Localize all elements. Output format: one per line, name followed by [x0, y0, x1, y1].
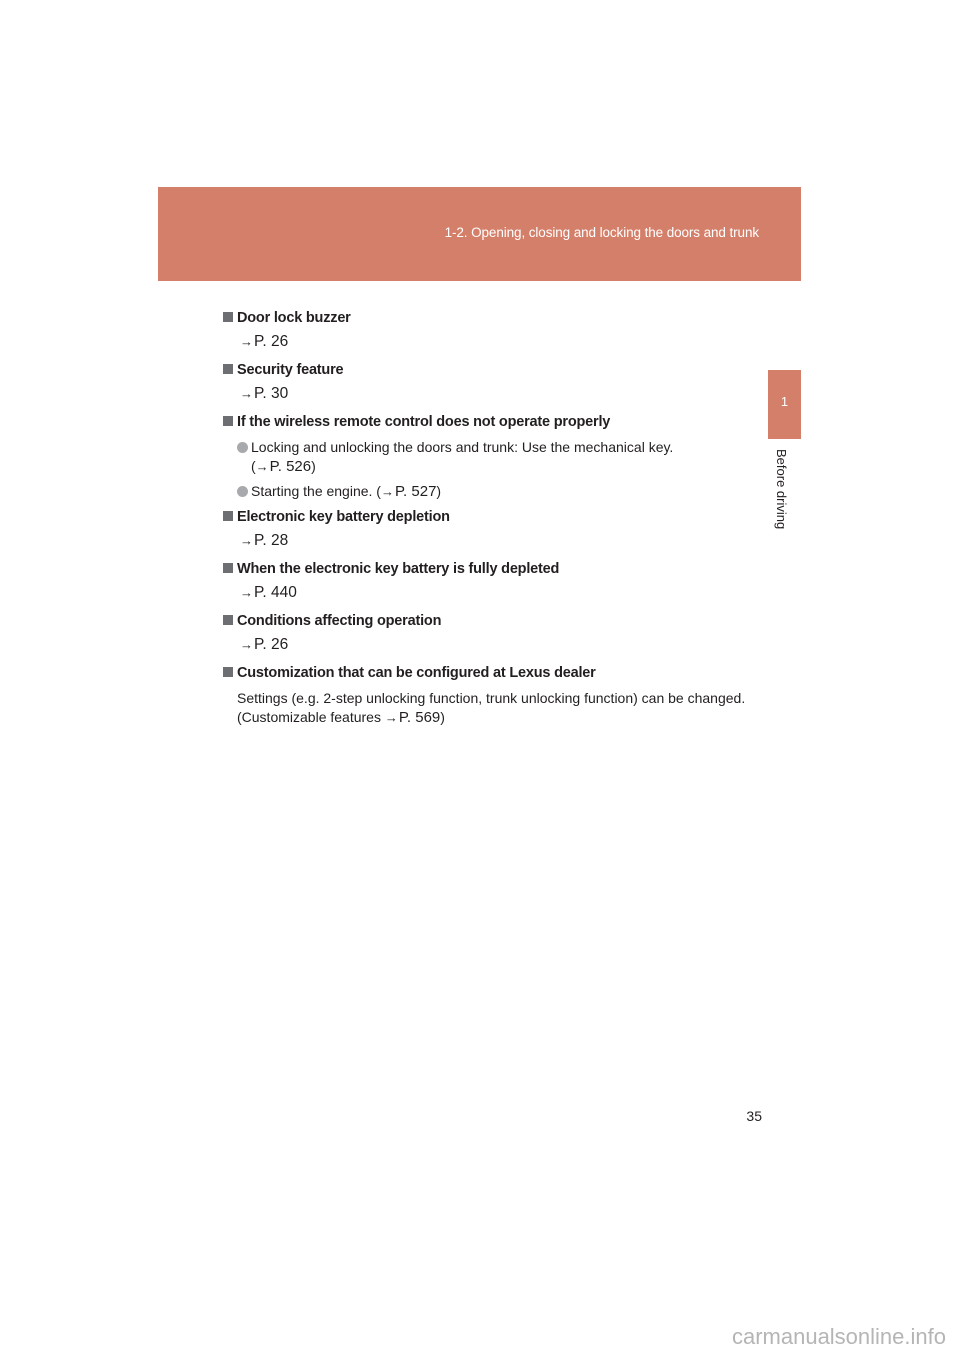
section-heading: Door lock buzzer: [223, 308, 768, 328]
page-reference-link[interactable]: →P. 26: [240, 636, 289, 653]
arrow-right-icon: →: [240, 334, 253, 349]
section-heading: Conditions affecting operation: [223, 611, 768, 631]
section-heading: When the electronic key battery is fully depleted: [223, 559, 768, 579]
page-reference-link[interactable]: →P. 26: [240, 333, 289, 350]
square-bullet-icon: [223, 312, 233, 322]
arrow-right-icon: →: [240, 637, 253, 652]
page-reference-link[interactable]: P. 569: [398, 709, 441, 726]
arrow-right-icon: →: [255, 459, 269, 474]
header-band: [158, 187, 801, 281]
arrow-right-icon: →: [240, 585, 253, 600]
section-heading: If the wireless remote control does not operate properly: [223, 412, 768, 432]
page-content: [223, 308, 768, 727]
circle-bullet-icon: [237, 442, 248, 453]
list-item: Locking and unlocking the doors and trunk: Use the mechanical key. (→P. 526): [223, 438, 768, 476]
page-reference-link[interactable]: →P. 30: [240, 385, 289, 402]
arrow-right-icon: →: [384, 710, 398, 725]
square-bullet-icon: [223, 511, 233, 521]
chapter-label: Before driving: [774, 449, 789, 530]
page-reference-link[interactable]: P. 526: [269, 458, 312, 475]
square-bullet-icon: [223, 364, 233, 374]
arrow-right-icon: →: [380, 484, 394, 499]
page-reference-link[interactable]: →P. 440: [240, 584, 297, 601]
page-reference-link[interactable]: P. 527: [394, 483, 437, 500]
body-paragraph: Settings (e.g. 2-step unlocking function, trunk unlocking function) can be changed. (Customizable features →P. 569): [237, 690, 746, 726]
chapter-tab[interactable]: [768, 370, 801, 439]
watermark: carmanualsonline.info: [731, 1324, 946, 1349]
arrow-right-icon: →: [240, 533, 253, 548]
section-heading: Electronic key battery depletion: [223, 507, 768, 527]
section-heading: Security feature: [223, 360, 768, 380]
chapter-number: 1: [780, 394, 789, 409]
arrow-right-icon: →: [240, 386, 253, 401]
circle-bullet-icon: [237, 486, 248, 497]
section-heading: Customization that can be configured at Lexus dealer: [223, 663, 768, 683]
list-item: Starting the engine. (→P. 527): [223, 482, 768, 501]
square-bullet-icon: [223, 416, 233, 426]
header-title: 1-2. Opening, closing and locking the doors and trunk: [444, 225, 759, 240]
square-bullet-icon: [223, 563, 233, 573]
square-bullet-icon: [223, 667, 233, 677]
square-bullet-icon: [223, 615, 233, 625]
page-number: 35: [746, 1108, 762, 1124]
page-reference-link[interactable]: →P. 28: [240, 532, 289, 549]
